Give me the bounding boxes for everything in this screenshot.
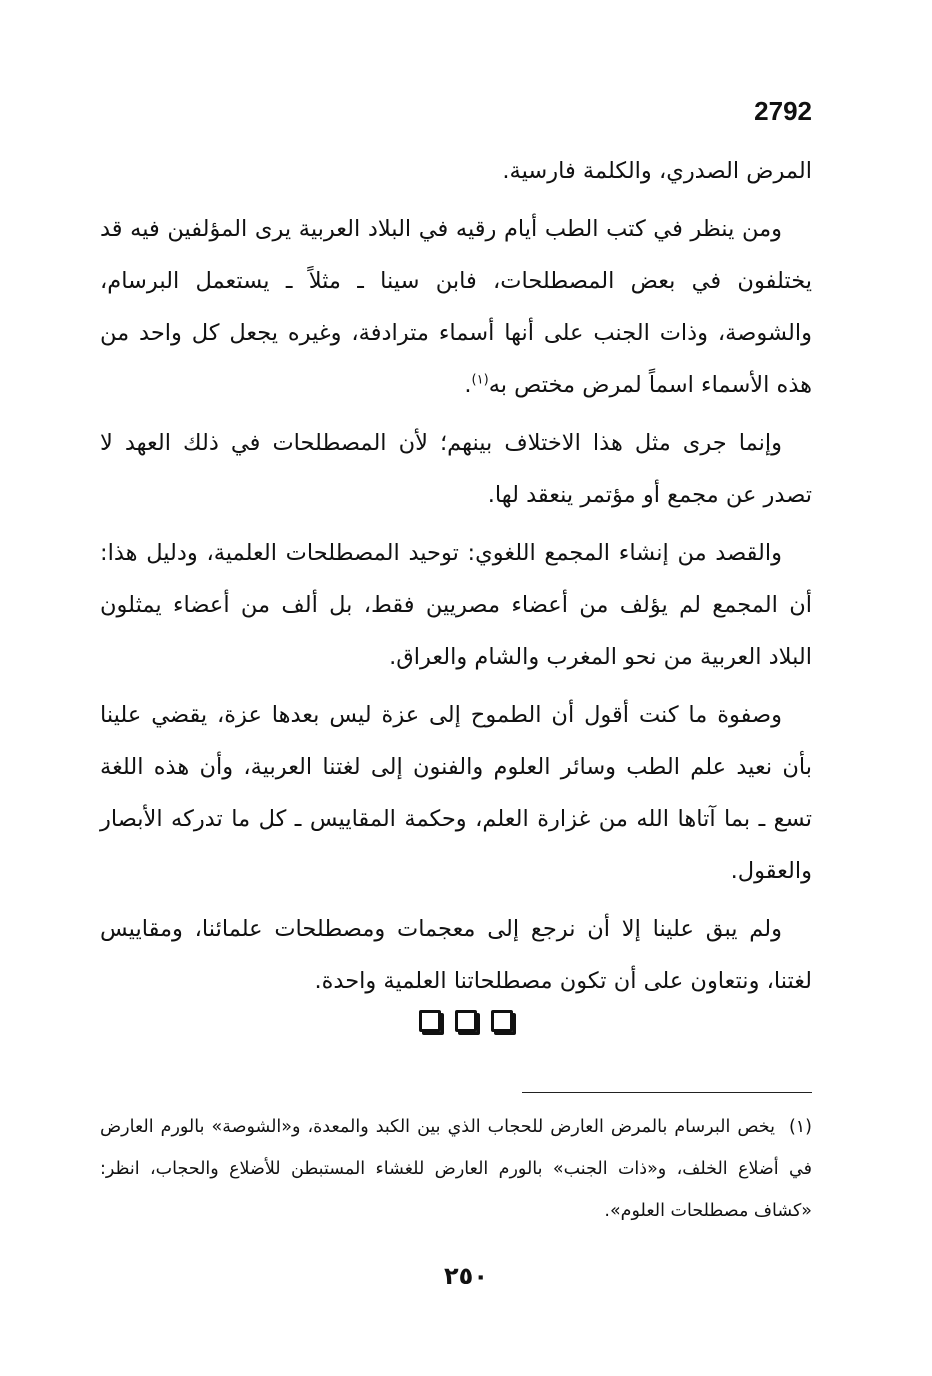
paragraph-6: ولم يبق علينا إلا أن نرجع إلى معجمات ومصطلحات علمائنا، ومقاييس لغتنا، ونتعاون على أن تكون مصطلحاتنا العلمية واحدة. — [100, 916, 812, 994]
footnote-reference[interactable]: (١) — [471, 372, 489, 388]
page-number: ٢٥٠ — [444, 1262, 488, 1290]
paragraph-5: وصفوة ما كنت أقول أن الطموح إلى عزة ليس بعدها عزة، يقضي علينا بأن نعيد علم الطب وسائر العلوم والفنون إلى لغتنا العربية، وأن هذه اللغة تسع ـ بما آتاها الله من غزارة العلم، وحكمة المقاييس ـ كل ما تدركه الأبصار والعقول. — [100, 702, 812, 884]
footnote-1 — [100, 1106, 812, 1232]
main-text — [100, 145, 812, 1013]
page-id-label: 2792 — [754, 96, 812, 126]
paragraph-2-text: ومن ينظر في كتب الطب أيام رقيه في البلاد العربية يرى المؤلفين فيه قد يختلفون في بعض المصطلحات، فابن سينا ـ مثلاً ـ يستعمل البرسام، والشوصة، وذات الجنب على أنها أسماء مترادفة، وغيره يجعل كل واحد من هذه الأسماء اسماً لمرض مختص به — [100, 216, 812, 398]
ornament-square-icon — [491, 1010, 513, 1032]
footnotes — [100, 1106, 812, 1232]
section-divider-ornament — [0, 1010, 932, 1032]
paragraph-2-end: . — [464, 372, 472, 398]
footnote-text: يخص البرسام بالمرض العارض للحجاب الذي بين الكبد والمعدة، و«الشوصة» بالورم العارض في أضلاع الخلف، و«ذات الجنب» بالورم العارض للغشاء المستبطن للأضلاع والحجاب، انظر: «كشاف مصطلحات العلوم». — [100, 1117, 812, 1221]
paragraph-3: وإنما جرى مثل هذا الاختلاف بينهم؛ لأن المصطلحات في ذلك العهد لا تصدر عن مجمع أو مؤتمر ينعقد لها. — [100, 430, 812, 508]
paragraph-4: والقصد من إنشاء المجمع اللغوي: توحيد المصطلحات العلمية، ودليل هذا: أن المجمع لم يؤلف من أعضاء مصريين فقط، بل ألف من أعضاء يمثلون البلاد العربية من نحو المغرب والشام والعراق. — [100, 540, 812, 670]
footnote-number: (١) — [788, 1117, 812, 1137]
ornament-square-icon — [419, 1010, 441, 1032]
paragraph-1: المرض الصدري، والكلمة فارسية. — [502, 158, 812, 184]
footnote-separator — [522, 1092, 812, 1093]
paragraph-2 — [100, 203, 812, 411]
ornament-square-icon — [455, 1010, 477, 1032]
